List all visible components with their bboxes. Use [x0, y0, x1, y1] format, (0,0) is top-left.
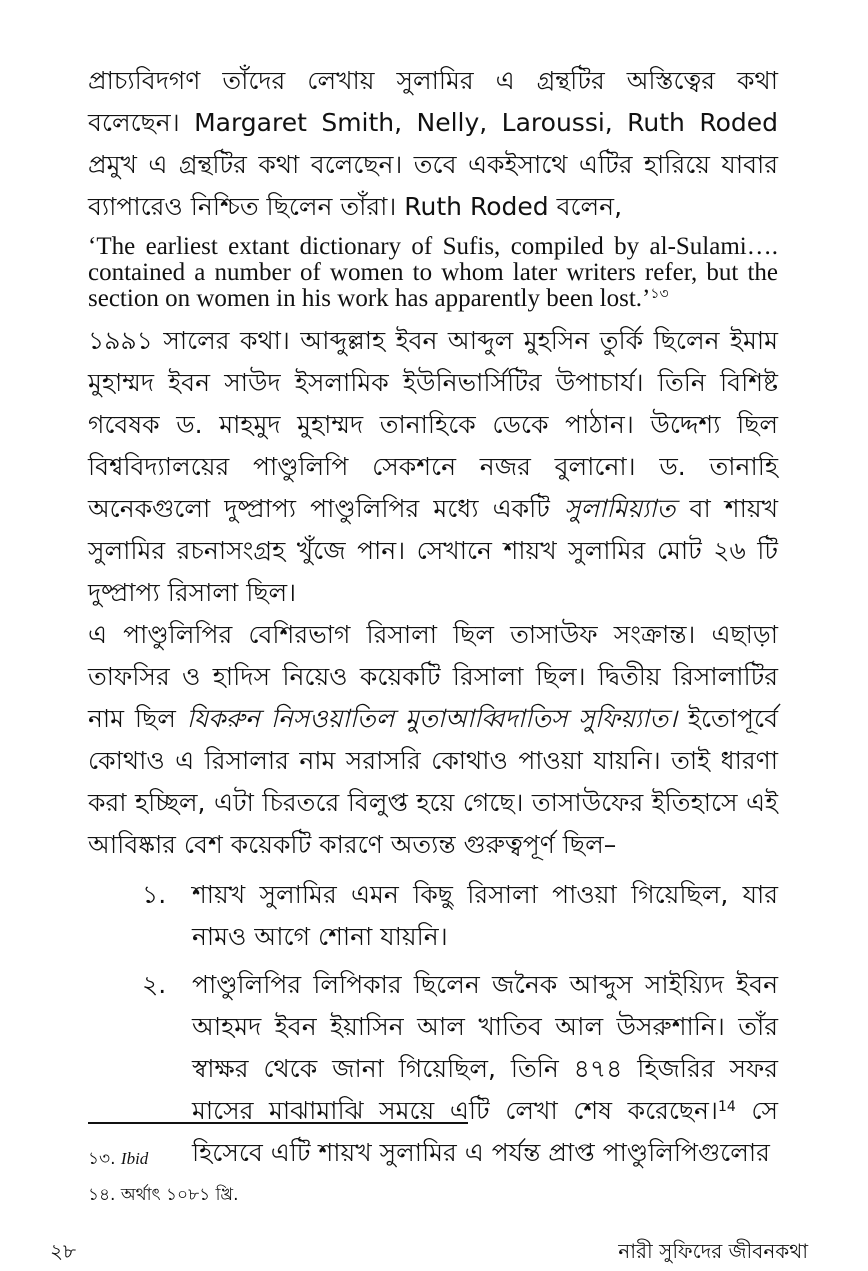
- footnote-13: [88, 1148, 778, 1170]
- paragraph-2-text-b: বা শায়খ সুলামির রচনাসংগ্রহ খুঁজে পান। সেখানে শায়খ সুলামির মোট ২৬ টি দুষ্প্রাপ্য রিসালা ছিল।: [88, 494, 778, 607]
- list-item: [88, 964, 778, 1174]
- paragraph-3-text-b: ইতোপূর্বে কোথাও এ রিসালার নাম সরাসরি কোথাও পাওয়া যায়নি। তাই ধারণা করা হচ্ছিল, এটা চিরতরে বিলুপ্ত হয়ে গেছে। তাসাউফের ইতিহাসে এই আবিষ্কার বেশ কয়েকটি কারণে অত্যন্ত গুরুত্বপূর্ণ ছিল–: [88, 704, 778, 859]
- block-quote-text: ‘The earliest extant dictionary of Sufis, compiled by al-Sulami…. contained a number of women to whom later writers refer, but the section on women in his work has apparently been lost.’: [88, 233, 778, 312]
- paragraph-2-text-a: ১৯৯১ সালের কথা। আব্দুল্লাহ ইবন আব্দুল মুহসিন তুর্কি ছিলেন ইমাম মুহাম্মদ ইবন সাউদ ইসলামিক ইউনিভার্সিটির উপাচার্য। তিনি বিশিষ্ট গবেষক ড. মাহমুদ মুহাম্মদ তানাহিকে ডেকে পাঠান। উদ্দেশ্য ছিল বিশ্ববিদ্যালয়ের পাণ্ডুলিপি সেকশনে নজর বুলানো। ড. তানাহি অনেকগুলো দুষ্প্রাপ্য পাণ্ডুলিপির মধ্যে একটি: [88, 326, 778, 523]
- list-item-text: [192, 964, 778, 1174]
- page-number: ২৮: [50, 1239, 76, 1263]
- paragraph-2: [88, 320, 778, 614]
- paragraph-1-text: প্রাচ্যবিদগণ তাঁদের লেখায় সুলামির এ গ্রন্থটির অস্তিত্বের কথা বলেছেন। Margaret Smith, Nelly, Laroussi, Ruth Roded প্রমুখ এ গ্রন্থটির কথা বলেছেন। তবে একইসাথে এটির হারিয়ে যাবার ব্যাপারেও নিশ্চিত ছিলেন তাঁরা। Ruth Roded বলেন,: [88, 66, 778, 221]
- paragraph-3-italic: যিকরুন নিসওয়াতিল মুতাআব্বিদাতিস সুফিয়্যাত।: [186, 704, 678, 733]
- list-item: [88, 874, 778, 958]
- footnote-13-number: ১৩.: [88, 1149, 116, 1169]
- footnotes: [88, 1148, 778, 1220]
- footnote-14-text: ১৪. অর্থাৎ ১০৮১ খ্রি.: [88, 1185, 239, 1205]
- paragraph-3-text-a: এ পাণ্ডুলিপির বেশিরভাগ রিসালা ছিল তাসাউফ সংক্রান্ত। এছাড়া তাফসির ও হাদিস নিয়েও কয়েকটি রিসালা ছিল। দ্বিতীয় রিসালাটির নাম ছিল: [88, 620, 778, 733]
- list-item-number: ১.: [142, 880, 167, 909]
- list-item-number: ২.: [142, 970, 167, 999]
- list-item-text-a: পাণ্ডুলিপির লিপিকার ছিলেন জনৈক আব্দুস সাইয়্যিদ ইবন আহমদ ইবন ইয়াসিন আল খাতিব আল উসরুশানি। তাঁর স্বাক্ষর থেকে জানা গিয়েছিল, তিনি ৪৭৪ হিজরির সফর মাসের মাঝামাঝি সময়ে এটি লেখা শেষ করেছেন।: [192, 970, 778, 1125]
- footnote-ref-14: 14: [717, 1099, 736, 1115]
- block-quote: [88, 234, 778, 312]
- list-item-text-b: সে হিসেবে এটি শায়খ সুলামির এ পর্যন্ত প্রাপ্ত পাণ্ডুলিপিগুলোর: [192, 1096, 779, 1167]
- footnote-14: [88, 1184, 778, 1206]
- footnote-13-text: Ibid: [120, 1149, 149, 1168]
- paragraph-2-italic: সুলামিয়্যাত: [564, 494, 676, 523]
- footnote-ref-13: ১৩: [650, 287, 669, 302]
- page-body: [88, 60, 778, 1180]
- paragraph-3: [88, 614, 778, 866]
- running-title: নারী সুফিদের জীবনকথা: [618, 1239, 808, 1263]
- list-item-text: শায়খ সুলামির এমন কিছু রিসালা পাওয়া গিয়েছিল, যার নামও আগে শোনা যায়নি।: [192, 880, 778, 951]
- numbered-list: [88, 874, 778, 1174]
- footnote-divider: [88, 1122, 468, 1124]
- paragraph-1: [88, 60, 778, 228]
